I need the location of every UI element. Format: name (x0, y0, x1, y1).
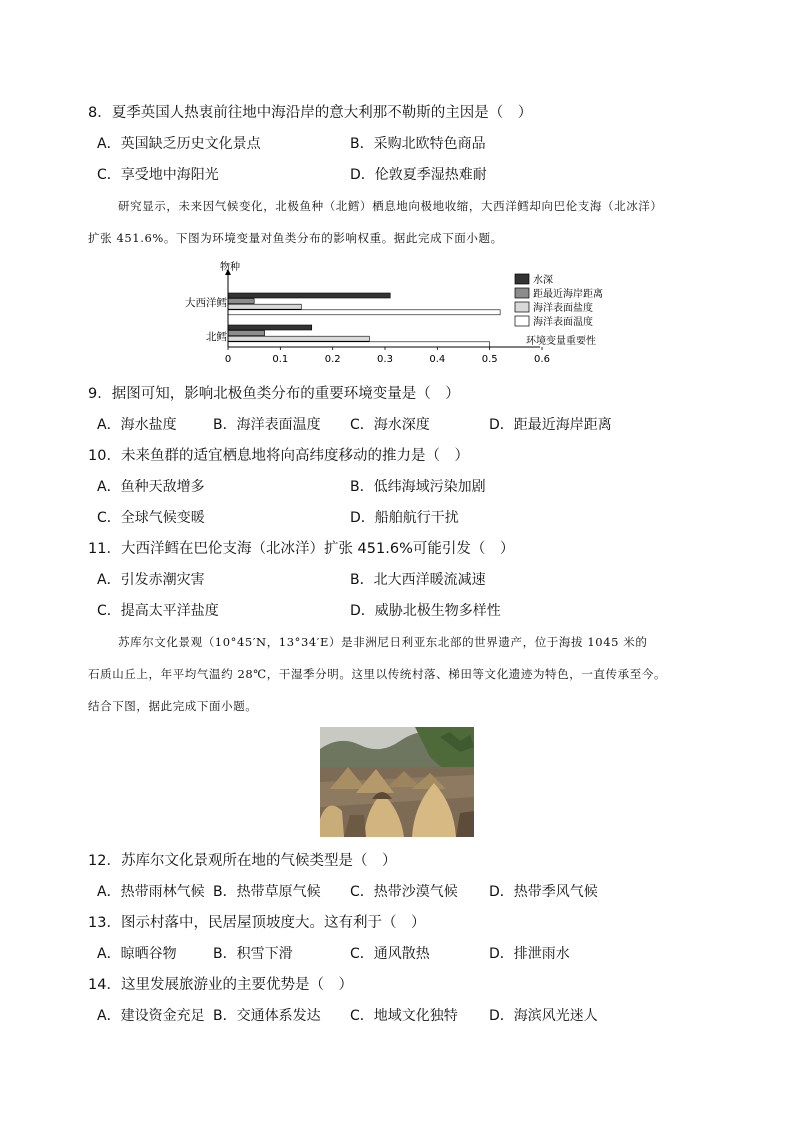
question-14-option-d: D．海滨风光迷人 (489, 1008, 598, 1024)
question-11-option-c: C．提高太平洋盐度 (97, 603, 219, 619)
question-12-option-a: A．热带雨林气候 (97, 884, 205, 900)
question-14-option-b: B．交通体系发达 (213, 1008, 321, 1024)
chart-x-ticks (225, 347, 550, 365)
chart-category-label: 大西洋鳕 (185, 297, 227, 309)
chart-legend-label: 距最近海岸距离 (533, 289, 603, 300)
chart-x-axis-label: 环境变量重要性 (526, 336, 596, 347)
chart-bar (228, 293, 390, 298)
chart-category-label: 北鳕 (206, 331, 227, 343)
chart-bars (228, 293, 500, 347)
chart-bar (228, 325, 312, 330)
question-9-option-a: A．海水盐度 (97, 417, 177, 433)
question-10-option-c: C．全球气候变暖 (97, 510, 205, 526)
question-14-option-a: A．建设资金充足 (97, 1008, 205, 1024)
question-11-option-a: A．引发赤潮灾害 (97, 572, 205, 588)
passage-2-line-3: 结合下图，据此完成下面小题。 (88, 699, 258, 713)
chart-tick-label: 0.1 (272, 354, 289, 365)
chart-legend-swatch (515, 316, 529, 326)
chart-bar (228, 310, 500, 315)
passage-1-line-2: 扩张 451.6%。下图为环境变量对鱼类分布的影响权重。据此完成下面小题。 (88, 231, 503, 245)
question-8-stem: 8．夏季英国人热衷前往地中海沿岸的意大利那不勒斯的主因是（ ） (88, 105, 533, 121)
chart-legend-label: 水深 (533, 275, 553, 286)
chart-tick-label: 0.2 (324, 354, 341, 365)
chart-bar (228, 304, 301, 309)
question-11-option-d: D．威胁北极生物多样性 (350, 603, 501, 619)
passage-1-line-1: 研究显示，未来因气候变化，北极鱼种（北鳕）栖息地向极地收缩，大西洋鳕却向巴伦支海（北冰洋） (118, 199, 663, 213)
question-10-stem: 10．未来鱼群的适宜栖息地将向高纬度移动的推力是（ ） (88, 448, 469, 464)
question-12-option-b: B．热带草原气候 (213, 884, 321, 900)
question-9-option-b: B．海洋表面温度 (213, 417, 321, 433)
question-12-option-c: C．热带沙漠气候 (350, 884, 458, 900)
chart-legend-swatch (515, 302, 529, 312)
question-9-stem: 9．据图可知，影响北极鱼类分布的重要环境变量是（ ） (88, 386, 460, 402)
chart-legend (515, 273, 603, 328)
passage-2-line-1: 苏库尔文化景观（10°45′N，13°34′E）是非洲尼日利亚东北部的世界遗产，位于海拔 1045 米的 (118, 635, 648, 649)
question-13-option-c: C．通风散热 (350, 946, 430, 962)
question-10-option-a: A．鱼种天敌增多 (97, 479, 205, 495)
question-10-option-d: D．船舶航行干扰 (350, 510, 459, 526)
chart-bar (228, 342, 490, 347)
chart-tick-label: 0.6 (534, 354, 550, 365)
chart-bar (228, 336, 369, 341)
question-8-option-a: A．英国缺乏历史文化景点 (97, 136, 261, 152)
chart-tick-label: 0.5 (481, 354, 498, 365)
question-12-stem: 12．苏库尔文化景观所在地的气候类型是（ ） (88, 853, 397, 869)
question-8-option-b: B．采购北欧特色商品 (350, 136, 486, 152)
question-11-stem: 11．大西洋鳕在巴伦支海（北冰洋）扩张 451.6%可能引发（ ） (88, 541, 515, 557)
question-13-option-d: D．排泄雨水 (489, 946, 570, 962)
question-13-stem: 13．图示村落中，民居屋顶坡度大。这有利于（ ） (88, 915, 426, 931)
question-9-option-d: D．距最近海岸距离 (489, 417, 612, 433)
question-12-option-d: D．热带季风气候 (489, 884, 598, 900)
chart-tick-label: 0 (224, 354, 232, 365)
chart-bar (228, 299, 254, 304)
question-13-option-b: B．积雪下滑 (213, 946, 293, 962)
chart-bar (228, 331, 265, 336)
question-14-stem: 14．这里发展旅游业的主要优势是（ ） (88, 977, 353, 993)
question-8-option-c: C．享受地中海阳光 (97, 167, 219, 183)
chart-legend-swatch (515, 288, 529, 298)
passage-2-line-2: 石质山丘上，年平均气温约 28℃，干湿季分明。这里以传统村落、梯田等文化遗迹为特色，一直传承至今。 (88, 667, 667, 681)
question-11-option-b: B．北大西洋暖流减速 (350, 572, 486, 588)
question-10-option-b: B．低纬海域污染加剧 (350, 479, 486, 495)
chart-y-axis-label: 物种 (220, 262, 240, 273)
sukur-village-photo (320, 727, 474, 837)
environment-variable-importance-chart (170, 258, 630, 370)
chart-legend-label: 海洋表面盐度 (533, 303, 593, 314)
question-14-option-c: C．地域文化独特 (350, 1008, 458, 1024)
chart-legend-swatch (515, 274, 529, 284)
question-13-option-a: A．晾晒谷物 (97, 946, 177, 962)
question-8-option-d: D．伦敦夏季湿热难耐 (350, 167, 487, 183)
chart-tick-label: 0.3 (377, 354, 393, 365)
chart-tick-label: 0.4 (429, 354, 446, 365)
chart-legend-label: 海洋表面温度 (533, 317, 593, 328)
question-9-option-c: C．海水深度 (350, 417, 430, 433)
